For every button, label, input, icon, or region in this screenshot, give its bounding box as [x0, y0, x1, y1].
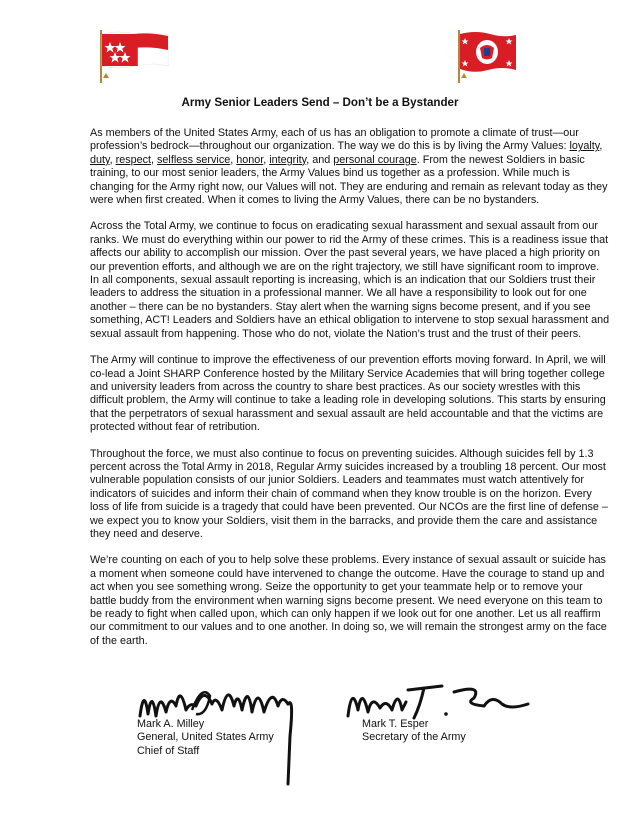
signature-block-esper: [362, 718, 466, 745]
value-duty: duty: [90, 153, 110, 166]
memo-title: Army Senior Leaders Send – Don’t be a Bystander: [181, 96, 459, 109]
signer-title-milley-2: Chief of Staff: [137, 744, 200, 757]
memo-body: [90, 127, 610, 661]
esper-signature: [342, 680, 532, 722]
value-integrity: integrity: [269, 153, 307, 166]
value-respect: respect: [115, 153, 152, 166]
paragraph-1-rest: . From the newest Soldiers in basic training, to our most senior leaders, the Army Values bind us together as a profession. While much is changing for the Army right now, our Values will not. They are enduring and remain as relevant today as they were when first created. When it comes to living the Army Values, there can be no bystanders.: [90, 153, 608, 207]
chief-of-staff-flag-icon: [98, 28, 170, 84]
paragraph-5: We’re counting on each of you to help solve these problems. Every instance of sexual assault or suicide has a moment when someone could have intervened to change the outcome. Have the courage to stand up and act when you see something wrong. Seize the opportunity to get your teammate help or to remove your battle buddy from the environment when warning signs become present. We need everyone on this team to be ready to fight when called upon, which can only happen if we look out for one another. Let us all reaffirm our commitment to our values and to one another. In doing so, we will remain the strongest army on the face of the earth.: [90, 554, 607, 647]
value-loyalty: loyalty: [569, 140, 600, 153]
paragraph-1-intro: As members of the United States Army, each of us has an obligation to promote a climate of trust—our profession’s bedrock—throughout our organization. The way we do this is by living the Army Values:: [90, 127, 579, 153]
paragraph-4: Throughout the force, we must also continue to focus on preventing suicides. Although suicides fell by 1.3 percent across the Total Army in 2018, Regular Army suicides increased by a troubling 18 percent. Our most vulnerable population consists of our junior Soldiers. Leaders and teammates must watch attentively for indicators of suicides and inform their chain of command when they know trouble is on the horizon. Every loss of life from suicide is a tragedy that could have been prevented. Our NCOs are the first line of defense – we expect you to know your Soldiers, visit them in the barracks, and provide them the care and assistance they need and deserve.: [90, 447, 608, 540]
signature-block-milley: [137, 718, 274, 758]
signer-title-milley-1: General, United States Army: [137, 731, 274, 744]
signer-name-milley: Mark A. Milley: [137, 718, 205, 730]
value-honor: honor: [236, 153, 264, 166]
secretary-of-the-army-flag-icon: [456, 28, 518, 84]
signer-name-esper: Mark T. Esper: [362, 718, 429, 730]
paragraph-1: As members of the United States Army, each of us has an obligation to promote a climate of trust—our profession’s bedrock—throughout our organization. The way we do this is by living the Army Values: loyalty, duty, respect, selfless service, honor, integrity, and personal courage. From the newest Soldiers in basic training, to our most senior leaders, the Army Values bind us together as a profession. While much is changing for the Army right now, our Values will not. They are enduring and remain as relevant today as they were when first created. When it comes to living the Army Values, there can be no bystanders.: [90, 127, 608, 207]
value-personal-courage: personal courage: [333, 153, 417, 166]
paragraph-2: Across the Total Army, we continue to focus on eradicating sexual harassment and sexual assault from our ranks. We must do everything within our power to rid the Army of these crimes. This is a readiness issue that affects our ability to accomplish our mission. Over the past several years, we have placed a high priority on our prevention efforts, and although we are on the right trajectory, we still have significant room to improve. In all components, sexual assault reporting is increasing, which is an indication that our Soldiers trust their leaders to address the situation in a professional manner. We all have a responsibility to look out for one another – there can be no bystanders. Stay alert when the warning signs become present, and if you see something, ACT! Leaders and Soldiers have an ethical obligation to intervene to stop sexual harassment and sexual assault from happening. Those who do not, violate the Nation’s trust and the trust of their peers.: [90, 220, 610, 340]
paragraph-3: The Army will continue to improve the effectiveness of our prevention efforts moving forward. In April, we will co-lead a Joint SHARP Conference hosted by the Military Service Academies that will bring together college and university leaders from across the country to share best practices. As our society wrestles with this difficult problem, the Army will continue to take a leading role in developing solutions. This starts by ensuring that the perpetrators of sexual harassment and sexual assault are held accountable and that the victims are protected without fear of retribution.: [90, 354, 606, 434]
value-selfless-service: selfless service: [157, 153, 231, 166]
signer-title-esper-1: Secretary of the Army: [362, 731, 466, 744]
